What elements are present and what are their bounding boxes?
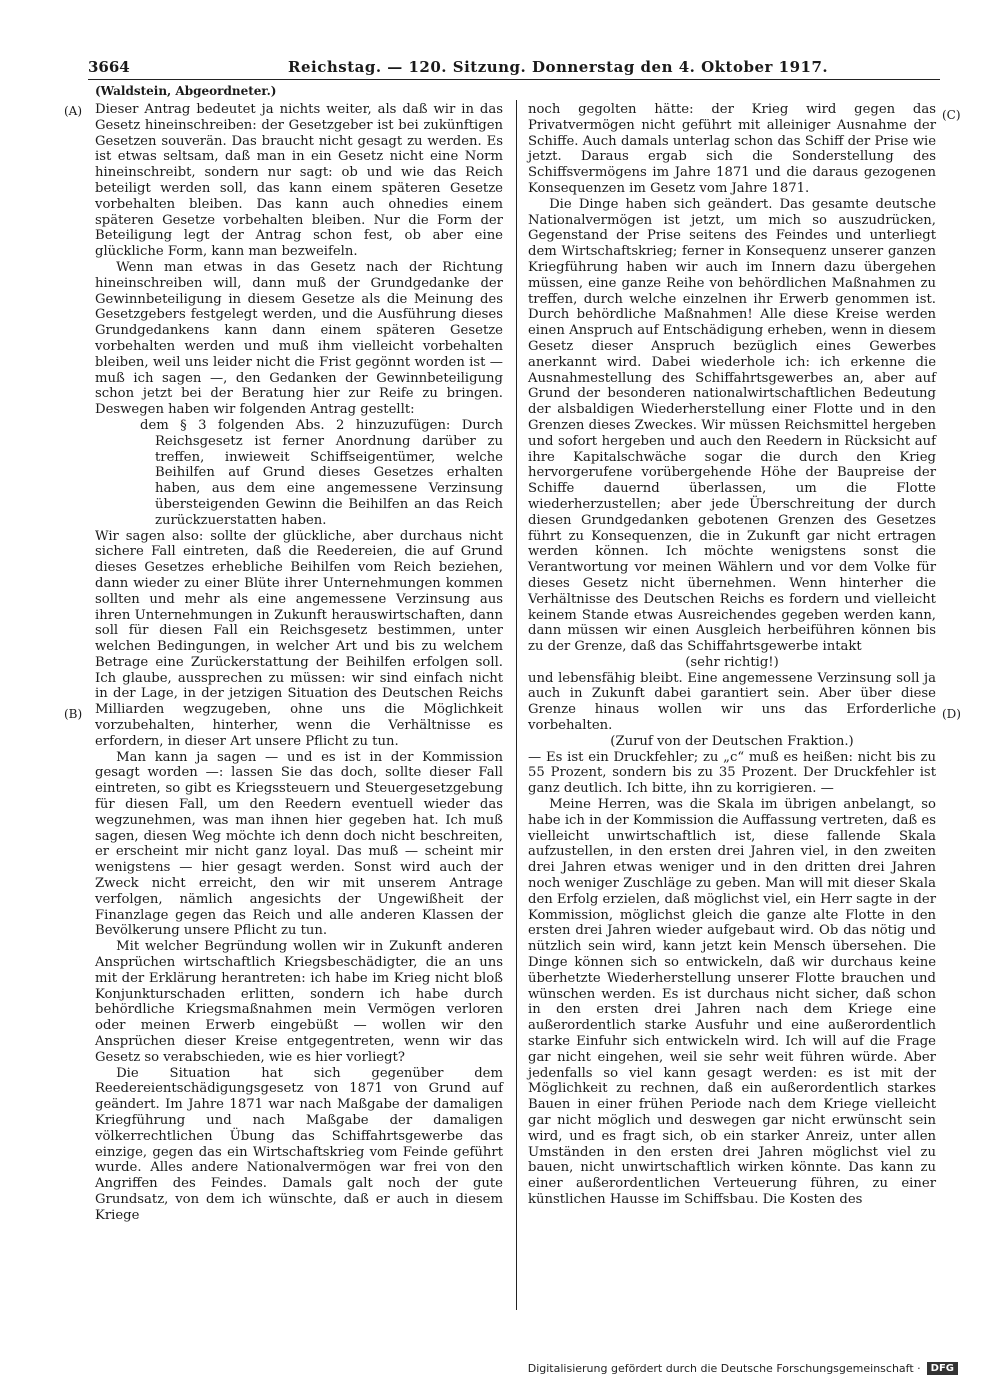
interjection: (Zuruf von der Deutschen Fraktion.) bbox=[610, 733, 854, 749]
dfg-logo: DFG bbox=[927, 1362, 958, 1375]
paragraph: und lebensfähig bleibt. Eine angemessene Verzinsung soll ja auch in Zukunft dabei garantiert sein. Aber über diese Grenze hinaus wollen wir uns das Erforderliche vorbehalten. bbox=[528, 670, 936, 734]
paragraph: Mit welcher Begründung wollen wir in Zukunft anderen Ansprüchen wirtschaftlich Kriegsbeschädigter, die an uns mit der Erklärung herantreten: ich habe im Krieg nicht bloß Konjunkturschaden erlitten, sondern ich habe durch behördliche Kriegsmaßnahmen mein Vermögen verloren oder meinen Erwerb eingebüßt — wollen wir den Ansprüchen dieser Kreise entgegentreten, wenn wir das Gesetz so verabschieden, wie es hier vorliegt? bbox=[95, 939, 503, 1065]
paragraph: Dieser Antrag bedeutet ja nichts weiter, als daß wir in das Gesetz hineinschreiben: der Gesetzgeber ist bei zukünftigen Gesetzen souverän. Das braucht nicht gesagt zu werden. Es ist etwas seltsam, daß man in ein Gesetz nicht eine Norm hineinschreibt, sondern nur sagt: ob und wie das Reich beteiligt werden soll, das kann einem späteren Gesetze vorbehalten bleiben. Das kann auch ohnedies einem späteren Gesetze vorbehalten bleiben. Nur die Form der Beteiligung legt der Antrag schon fest, ob aber eine glückliche Form, kann man bezweifeln. bbox=[95, 102, 503, 260]
margin-mark-c: (C) bbox=[942, 108, 961, 122]
right-column bbox=[528, 102, 936, 1208]
paragraph: Wenn man etwas in das Gesetz nach der Richtung hineinschreiben will, dann muß der Grundgedanke der Gewinnbeteiligung in diesem Gesetze als die Meinung des Gesetzgebers festgelegt werden, und die Ausführung dieses Grundgedankens kann dann einem späteren Gesetze vorbehalten werden und muß ihm vielleicht vorbehalten bleiben, weil uns leider nicht die Frist gegönnt worden ist — muß ich sagen —, den Gedanken der Gewinnbeteiligung schon jetzt bei der Beratung hier zur Reife zu bringen. Deswegen haben wir folgenden Antrag gestellt: bbox=[95, 259, 503, 418]
margin-mark-d: (D) bbox=[942, 707, 961, 721]
interjection: (sehr richtig!) bbox=[685, 654, 779, 670]
footer-text: Digitalisierung gefördert durch die Deutsche Forschungsgemeinschaft · bbox=[527, 1362, 921, 1375]
margin-mark-b: (B) bbox=[64, 707, 83, 721]
running-title: Reichstag. — 120. Sitzung. Donnerstag den 4. Oktober 1917. bbox=[288, 58, 829, 76]
paragraph: Wir sagen also: sollte der glückliche, aber durchaus nicht sichere Fall eintreten, daß die Reedereien, die auf Grund dieses Gesetzes erhebliche Beihilfen vom Reich beziehen, dann wieder zu einer Blüte ihrer Unternehmungen kommen sollten und mehr als eine angemessene Verzinsung aus ihren Unternehmungen in Zukunft herauswirtschaften, dann soll für diesen Fall ein Reichsgesetz bestimmen, unter welchen Bedingungen, in welcher Art und bis zu welchem Betrage eine Zurückerstattung der Beihilfen erfolgen soll. Ich glaube, aussprechen zu müssen: wir sind einfach nicht in der Lage, in der jetzigen Situation des Deutschen Reichs Milliarden wegzugeben, ohne uns die Möglichkeit vorzubehalten, hinterher, wenn die Verhältnisse es erfordern, in dieser Art unsere Pflicht zu tun. bbox=[95, 528, 503, 749]
header-rule bbox=[88, 79, 940, 80]
paragraph: Man kann ja sagen — und es ist in der Kommission gesagt worden —: lassen Sie das doch, sollte dieser Fall eintreten, so gibt es Kriegssteuern und Steuergesetzgebung für diesen Fall, um den Reedern eventuell wieder das wegzunehmen, was man ihnen hier gegeben hat. Ich muß sagen, diesen Weg möchte ich denn doch nicht beschreiten, er erscheint mir nicht ganz loyal. Das muß — scheint mir wenigstens — hier gesagt werden. Sonst wird auch der Zweck nicht erreicht, den wir mit unserem Antrage verfolgen, nämlich angesichts der Ungewißheit der Finanzlage gegen das Reich und alle anderen Klassen der Bevölkerung unsere Pflicht zu tun. bbox=[95, 749, 503, 939]
left-column bbox=[95, 102, 503, 1224]
speaker-label: (Waldstein, Abgeordneter.) bbox=[95, 84, 277, 98]
column-divider bbox=[516, 100, 517, 1310]
paragraph: — Es ist ein Druckfehler; zu „c“ muß es heißen: nicht bis zu 55 Prozent, sondern bis zu 35 Prozent. Der Druckfehler ist ganz deutlich. Ich bitte, ihn zu korrigieren. — bbox=[528, 749, 936, 797]
paragraph: Die Dinge haben sich geändert. Das gesamte deutsche Nationalvermögen ist jetzt, um mich so auszudrücken, Gegenstand der Prise seitens des Feindes und unterliegt dem Wirtschaftskrieg; ferner in Konsequenz unserer ganzen Kriegführung haben wir auch im Innern dazu übergehen müssen, eine ganze Reihe von behördlichen Maßnahmen zu treffen, durch welche einzelnen ihr Erwerb genommen ist. Durch behördliche Maßnahmen! Alle diese Kreise werden einen Anspruch auf Entschädigung erheben, wenn in diesem Gesetz dieser Anspruch bezüglich eines Gewerbes anerkannt wird. Dabei wiederhole ich: ich erkenne die Ausnahmestellung des Schiffahrtsgewerbes an, aber auf Grund der besonderen nationalwirtschaftlichen Bedeutung der alsbaldigen Wiederherstellung einer Flotte und in den Grenzen dieses Zweckes. Wir müssen Reichsmittel hergeben und sofort hergeben und auch den Reedern in Rücksicht auf ihre Kapitalschwäche sogar die durch den Krieg hervorgerufene vorübergehende Höhe der Baupreise der Schiffe dauernd überlassen, um die Flotte wiederherzustellen; aber jede Überschreitung der durch diesen Grundgedanken gebotenen Grenzen des Gesetzes führt zu Konsequenzen, die in Zukunft gar nicht ertragen werden können. Ich möchte wenigstens sonst die Verantwortung vor meinen Wählern und vor dem Volke für dieses Gesetz nicht übernehmen. Wenn hinterher die Verhältnisse des Deutschen Reichs es fordern und vielleicht keinem Stande etwas Ausreichendes gegeben werden kann, dann müssen wir einen Ausgleich herbeiführen können bis zu der Grenze, daß das Schiffahrtsgewerbe intakt bbox=[528, 196, 936, 655]
running-header bbox=[88, 54, 940, 80]
paragraph: Meine Herren, was die Skala im übrigen anbelangt, so habe ich in der Kommission die Auffassung vertreten, daß es vielleicht unwirtschaftlich ist, diese fallende Skala aufzustellen, in den ersten drei Jahren viel, in den zweiten drei Jahren etwas weniger und in den dritten drei Jahren noch weniger Zuschläge zu geben. Man will mit dieser Skala den Erfolg erzielen, daß möglichst viel, ein Herr sagte in der Kommission, möglichst gleich die ganze alte Flotte in den ersten drei Jahren wieder aufgebaut wird. Ob das nötig und nützlich sein wird, kann jetzt kein Mensch übersehen. Die Dinge können sich so entwickeln, daß wir durchaus keine überhetzte Wiederherstellung unserer Flotte brauchen und wünschen werden. Es ist durchaus nicht sicher, daß schon in den ersten drei Jahren nach dem Kriege eine außerordentlich starke Ausfuhr und eine außerordentlich starke Einfuhr sich entwickeln wird. Ich will auf die Frage gar nicht eingehen, weil sie sehr weit führen würde. Aber jedenfalls so viel kann gesagt werden: es ist mit der Möglichkeit zu rechnen, daß ein außerordentlich starkes Bauen in einer frühen Periode nach dem Kriege vielleicht gar nicht möglich und deswegen gar nicht erwünscht sein wird, und es fragt sich, ob ein starker Anreiz, unter allen Umständen in den ersten drei Jahren möglichst viel zu bauen, nicht unwirtschaftlich wirken könnte. Das kann zu einer außerordentlichen Verteuerung führen, zu einer künstlichen Hausse im Schiffsbau. Die Kosten des bbox=[528, 797, 936, 1207]
margin-mark-a: (A) bbox=[64, 104, 83, 118]
paragraph: noch gegolten hätte: der Krieg wird gegen das Privatvermögen nicht geführt mit alleiniger Ausnahme der Schiffe. Auch damals unterlag schon das Schiff der Prise wie jetzt. Daraus ergab sich die Sonderstellung des Schiffsvermögens im Jahre 1871 und die daraus gezogenen Konsequenzen im Gesetz vom Jahre 1871. bbox=[528, 102, 936, 196]
paragraph: Die Situation hat sich gegenüber dem Reedereientschädigungsgesetz von 1871 von Grund auf geändert. Im Jahre 1871 war nach Maßgabe der damaligen Kriegführung und nach Maßgabe der damaligen völkerrechtlichen Übung das Schiffahrtsgewerbe das einzige, gegen das ein Wirtschaftskrieg vom Feinde geführt wurde. Alles andere Nationalvermögen war frei von den Angriffen des Feindes. Damals galt noch der gute Grundsatz, von dem ich wünschte, daß er auch in diesem Kriege bbox=[95, 1065, 503, 1223]
page-number: 3664 bbox=[88, 58, 130, 76]
quoted-motion: dem § 3 folgenden Abs. 2 hinzuzufügen: Durch Reichsgesetz ist ferner Anordnung darüber zu treffen, inwieweit Schiffseigentümer, welche Beihilfen auf Grund dieses Gesetzes erhalten haben, aus dem eine angemessene Verzinsung übersteigenden Gewinn die Beihilfen an das Reich zurückzuerstatten haben. bbox=[140, 417, 503, 528]
footer bbox=[528, 1362, 958, 1375]
